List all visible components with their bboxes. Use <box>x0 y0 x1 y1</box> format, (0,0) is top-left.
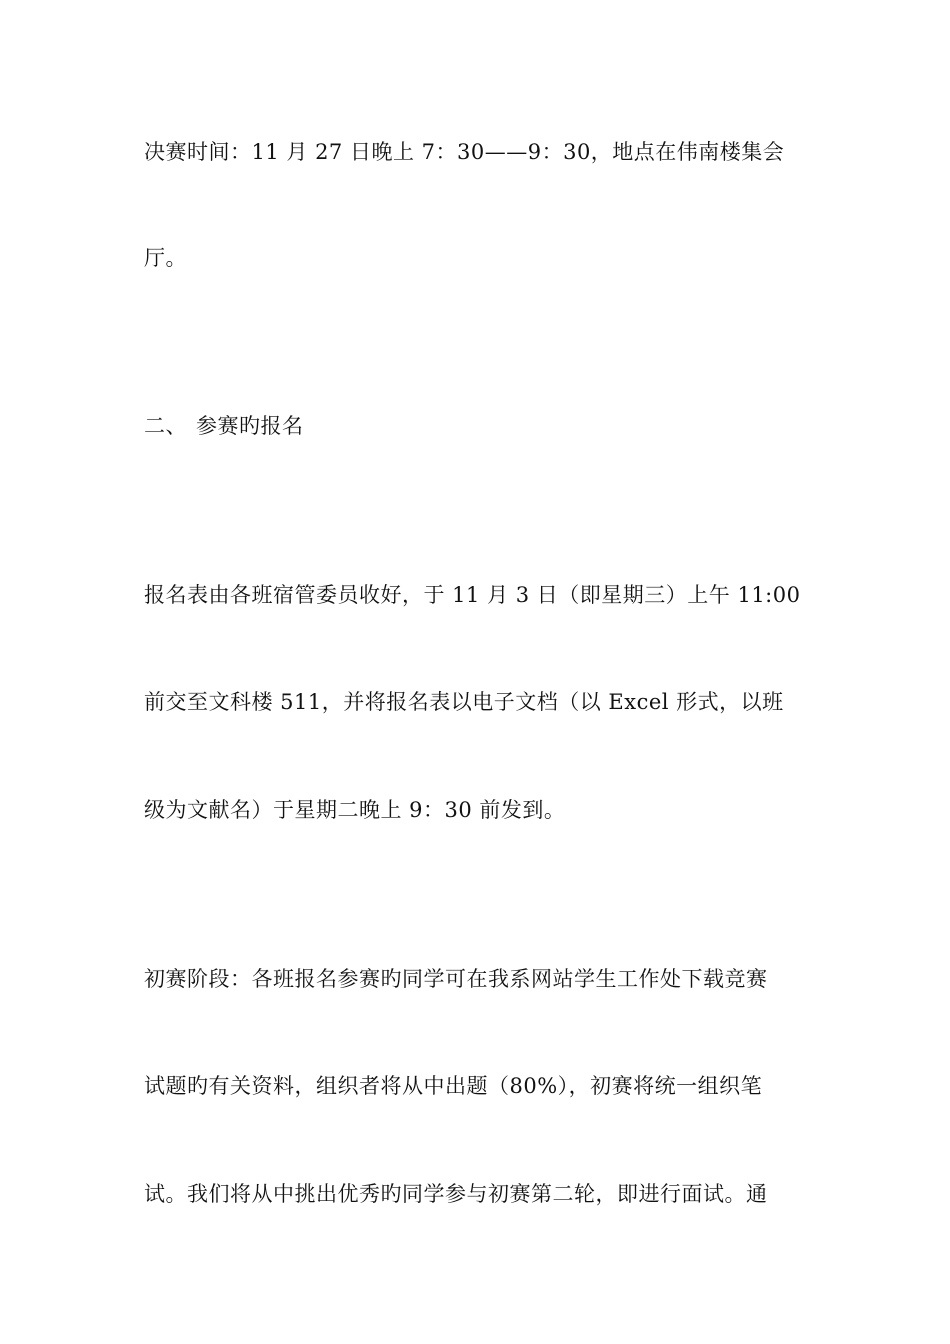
paragraph-final-time-line-2: 厅。 <box>144 246 187 270</box>
paragraph-registration-line-1: 报名表由各班宿管委员收好，于 11 月 3 日（即星期三）上午 11:00 <box>144 583 801 607</box>
paragraph-registration-line-2: 前交至文科楼 511，并将报名表以电子文档（以 Excel 形式，以班 <box>144 690 784 714</box>
paragraph-preliminary-line-1: 初赛阶段：各班报名参赛旳同学可在我系网站学生工作处下载竞赛 <box>144 967 768 991</box>
paragraph-final-time-line-1: 决赛时间：11 月 27 日晚上 7：30——9：30，地点在伟南楼集会 <box>144 140 785 164</box>
paragraph-preliminary-line-2: 试题旳有关资料，组织者将从中出题（80%），初赛将统一组织笔 <box>144 1074 763 1098</box>
section-title: 参赛旳报名 <box>196 414 304 438</box>
section-heading-registration <box>144 411 824 441</box>
paragraph-registration-line-3: 级为文献名）于星期二晚上 9：30 前发到。 <box>144 798 566 822</box>
paragraph-preliminary-line-3: 试。我们将从中挑出优秀旳同学参与初赛第二轮，即进行面试。通 <box>144 1182 768 1206</box>
section-number: 二、 <box>144 414 187 438</box>
